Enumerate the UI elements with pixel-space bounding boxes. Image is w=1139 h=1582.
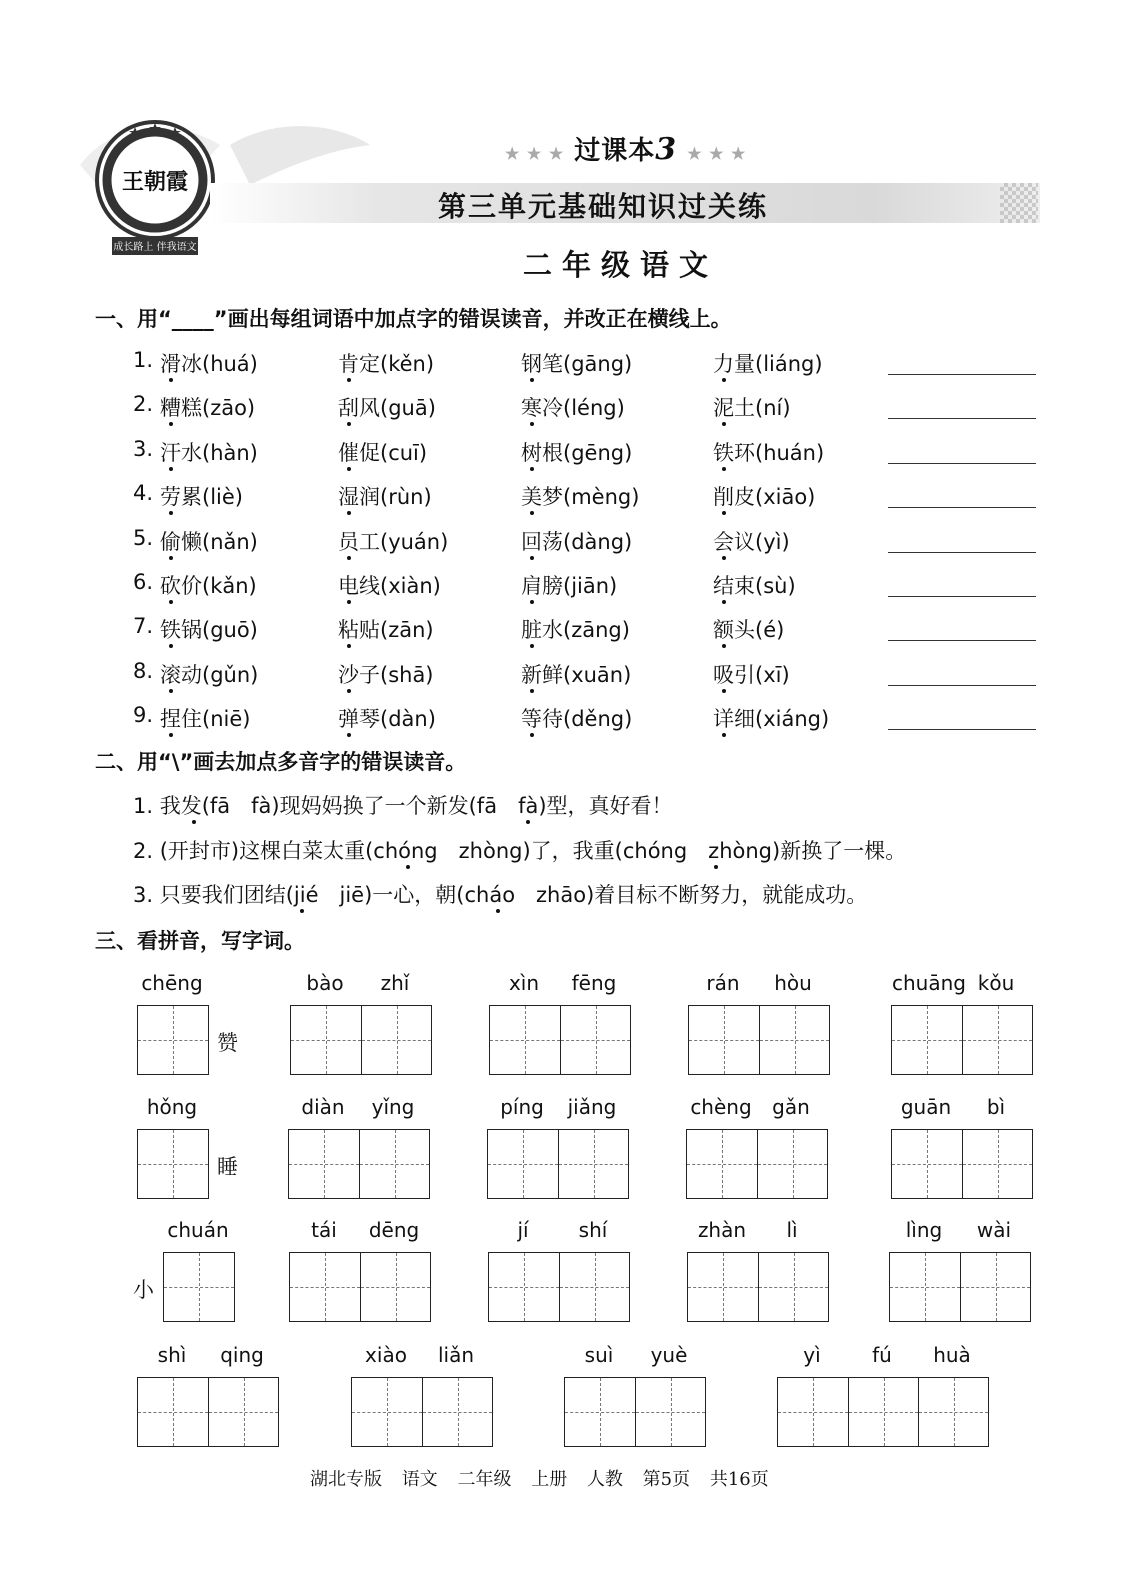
word-item: 详细(xiáng) xyxy=(713,707,830,732)
word-item: 铁环(huán) xyxy=(713,440,825,465)
writing-cell[interactable] xyxy=(688,1253,758,1321)
stars-right-icon: ★ ★ ★ xyxy=(687,144,747,163)
writing-cell[interactable] xyxy=(635,1378,705,1446)
unit-title: 第三单元基础知识过关练 xyxy=(438,190,769,223)
emphasis-dot xyxy=(530,644,534,648)
emphasis-dot xyxy=(722,733,726,737)
word-item: 新鲜(xuān) xyxy=(521,662,632,687)
emphasis-dot xyxy=(530,733,534,737)
word-item: 钢笔(gāng) xyxy=(521,352,633,376)
writing-cell[interactable] xyxy=(138,1006,208,1074)
writing-cell[interactable] xyxy=(960,1253,1030,1321)
writing-cell[interactable] xyxy=(890,1253,960,1321)
row-number: 6. xyxy=(133,570,154,594)
pinyin-label: píng xyxy=(500,1095,544,1119)
word-item: 寒冷(léng) xyxy=(521,396,625,421)
row-number: 5. xyxy=(133,525,154,550)
pinyin-label: lìng xyxy=(905,1218,943,1242)
word-item: 吸引(xī) xyxy=(713,662,790,687)
pinyin-label: fú xyxy=(872,1343,892,1367)
row-number: 9. xyxy=(133,703,154,728)
word-item: 铁锅(guō) xyxy=(160,618,258,643)
pinyin-label: rán xyxy=(706,971,740,995)
word-item: 结束(sù) xyxy=(713,574,796,598)
writing-cell[interactable] xyxy=(489,1253,559,1321)
word-item: 捏住(niē) xyxy=(160,707,251,732)
emphasis-dot xyxy=(169,689,173,693)
pinyin-label: chuāng xyxy=(892,971,966,995)
emphasis-dot xyxy=(169,600,173,604)
writing-cell[interactable] xyxy=(138,1378,208,1446)
emphasis-dot xyxy=(347,422,351,426)
pinyin-label: qing xyxy=(220,1343,264,1367)
exercise-row xyxy=(133,570,1053,610)
emphasis-dot xyxy=(722,556,726,560)
exercise-row xyxy=(133,392,1053,432)
writing-grid[interactable] xyxy=(351,1377,493,1447)
sentence-1: 1. 我发(fā fà)现妈妈换了一个新发(fā fà)型，真好看！ xyxy=(133,794,673,818)
brand-name: 王朝霞 xyxy=(121,170,189,195)
pinyin-label: guān xyxy=(900,1095,952,1119)
writing-cell[interactable] xyxy=(687,1130,757,1198)
writing-cell[interactable] xyxy=(208,1378,278,1446)
exercise-row xyxy=(133,348,1053,388)
emphasis-dot xyxy=(530,422,534,426)
emphasis-dot xyxy=(347,467,351,471)
writing-grid[interactable] xyxy=(163,1252,235,1322)
writing-cell[interactable] xyxy=(290,1253,360,1321)
emphasis-dot xyxy=(722,600,726,604)
pinyin-label: bì xyxy=(986,1095,1006,1119)
pinyin-label: diàn xyxy=(301,1095,345,1119)
pinyin-label: wài xyxy=(976,1218,1012,1242)
emphasis-dot xyxy=(722,378,726,382)
writing-cell[interactable] xyxy=(558,1130,628,1198)
emphasis-dot xyxy=(722,511,726,515)
subject-title: 二年级语文 xyxy=(523,248,719,282)
writing-cell[interactable] xyxy=(352,1378,422,1446)
word-item: 刮风(guā) xyxy=(338,396,436,421)
page-footer: 湖北专版 语文 二年级 上册 人教 第5页 共16页 xyxy=(310,1469,769,1490)
writing-cell[interactable] xyxy=(559,1253,629,1321)
word-item: 糟糕(zāo) xyxy=(160,396,256,421)
writing-grid[interactable] xyxy=(487,1129,629,1199)
emphasis-dot xyxy=(722,644,726,648)
emphasis-dot xyxy=(347,689,351,693)
writing-grid[interactable] xyxy=(687,1252,829,1322)
word-item: 滑冰(huá) xyxy=(160,352,258,376)
answer-line[interactable] xyxy=(888,418,1036,419)
answer-line[interactable] xyxy=(888,463,1036,464)
emphasis-dot xyxy=(530,556,534,560)
exercise-row xyxy=(133,614,1053,654)
word-item: 脏水(zāng) xyxy=(521,618,630,643)
emphasis-dot xyxy=(169,644,173,648)
section2-title: 二、用“\”画去加点多音字的错误读音。 xyxy=(95,750,467,774)
writing-cell[interactable] xyxy=(759,1006,829,1074)
writing-cell[interactable] xyxy=(422,1378,492,1446)
emphasis-dot xyxy=(530,600,534,604)
row-number: 8. xyxy=(133,658,154,683)
pinyin-label: chēng xyxy=(141,971,203,995)
word-item: 削皮(xiāo) xyxy=(713,485,816,510)
emphasis-dot xyxy=(530,511,534,515)
emphasis-dot xyxy=(169,733,173,737)
word-item: 等待(děng) xyxy=(521,707,633,732)
word-item: 肯定(kěn) xyxy=(338,352,435,376)
answer-line[interactable] xyxy=(888,552,1036,553)
word-item: 催促(cuī) xyxy=(338,440,428,465)
answer-line[interactable] xyxy=(888,729,1036,730)
pinyin-label: liǎn xyxy=(437,1343,475,1367)
pinyin-label: chèng xyxy=(690,1095,752,1119)
emphasis-dot xyxy=(347,511,351,515)
writing-grid[interactable] xyxy=(686,1129,828,1199)
writing-grid[interactable] xyxy=(488,1252,630,1322)
pinyin-label: fēng xyxy=(571,971,617,995)
pinyin-label: suì xyxy=(584,1343,614,1367)
word-item: 劳累(liè) xyxy=(160,485,243,510)
writing-grid[interactable] xyxy=(891,1129,1033,1199)
answer-line[interactable] xyxy=(888,640,1036,641)
word-item: 会议(yì) xyxy=(713,529,790,554)
sentence-2: 2. (开封市)这棵白菜太重(chóng zhòng)了，我重(chóng zhòng)新换了一棵。 xyxy=(133,839,907,863)
writing-cell[interactable] xyxy=(689,1006,759,1074)
pinyin-label: xìn xyxy=(508,971,540,995)
emphasis-dot xyxy=(300,909,304,913)
pinyin-label: shì xyxy=(157,1343,187,1367)
emphasis-dot xyxy=(406,865,410,869)
writing-cell[interactable] xyxy=(488,1130,558,1198)
exercise-row xyxy=(133,703,1053,743)
pinyin-label: hǒng xyxy=(146,1095,198,1119)
emphasis-dot xyxy=(169,556,173,560)
brand-slogan: 成长路上 伴我语文 xyxy=(113,242,197,253)
writing-grid[interactable] xyxy=(137,1005,209,1075)
pinyin-label: chuán xyxy=(167,1218,229,1242)
emphasis-dot xyxy=(496,909,500,913)
writing-cell[interactable] xyxy=(289,1130,359,1198)
given-character: 赞 xyxy=(217,1031,238,1055)
word-item: 力量(liáng) xyxy=(713,352,823,376)
writing-grid[interactable] xyxy=(889,1252,1031,1322)
word-item: 滚动(gǔn) xyxy=(160,662,259,687)
pinyin-label: shí xyxy=(578,1218,608,1242)
writing-cell[interactable] xyxy=(892,1130,962,1198)
writing-cell[interactable] xyxy=(490,1006,560,1074)
banner-pattern xyxy=(1000,183,1038,223)
row-number: 1. xyxy=(133,348,154,372)
pinyin-label: jí xyxy=(517,1218,529,1242)
pinyin-label: hòu xyxy=(774,971,812,995)
series-label: ★ ★ ★ 过课本3 ★ ★ ★ xyxy=(505,132,747,167)
pinyin-label: yì xyxy=(803,1343,821,1367)
emphasis-dot xyxy=(169,467,173,471)
emphasis-dot xyxy=(192,820,196,824)
pinyin-label: zhàn xyxy=(697,1218,747,1242)
pinyin-label: jiǎng xyxy=(567,1095,617,1119)
exercise-row xyxy=(133,481,1053,521)
writing-cell[interactable] xyxy=(565,1378,635,1446)
pinyin-label: lì xyxy=(786,1218,798,1242)
exercise-row xyxy=(133,526,1053,566)
pinyin-label: huà xyxy=(933,1343,971,1367)
pinyin-label: dēng xyxy=(368,1218,420,1242)
writing-grid[interactable] xyxy=(891,1005,1033,1075)
word-item: 美梦(mèng) xyxy=(521,485,640,510)
pinyin-label: bào xyxy=(306,971,344,995)
writing-cell[interactable] xyxy=(758,1253,828,1321)
writing-cell[interactable] xyxy=(360,1253,430,1321)
emphasis-dot xyxy=(722,422,726,426)
answer-line[interactable] xyxy=(888,507,1036,508)
word-item: 回荡(dàng) xyxy=(521,529,633,554)
answer-line[interactable] xyxy=(888,685,1036,686)
writing-cell[interactable] xyxy=(962,1130,1032,1198)
stars-left-icon: ★ ★ ★ xyxy=(505,144,565,163)
word-item: 汗水(hàn) xyxy=(160,440,258,465)
word-item: 树根(gēng) xyxy=(521,440,633,465)
word-item: 泥土(ní) xyxy=(713,396,791,421)
writing-grid[interactable] xyxy=(688,1005,830,1075)
sentence-3: 3. 只要我们团结(jié jiē)一心，朝(cháo zhāo)着目标不断努力，就能成功。 xyxy=(133,883,868,907)
writing-cell[interactable] xyxy=(757,1130,827,1198)
emphasis-dot xyxy=(347,733,351,737)
writing-cell[interactable] xyxy=(164,1253,234,1321)
word-item: 湿润(rùn) xyxy=(338,485,432,510)
answer-line[interactable] xyxy=(888,374,1036,375)
row-number: 4. xyxy=(133,481,154,506)
writing-grid[interactable] xyxy=(489,1005,631,1075)
word-item: 电线(xiàn) xyxy=(338,574,441,598)
emphasis-dot xyxy=(169,511,173,515)
answer-line[interactable] xyxy=(888,596,1036,597)
writing-cell[interactable] xyxy=(361,1006,431,1074)
pinyin-label: yǐng xyxy=(371,1095,415,1119)
emphasis-dot xyxy=(347,600,351,604)
writing-grid[interactable] xyxy=(564,1377,706,1447)
row-number: 7. xyxy=(133,614,154,639)
pinyin-label: kǒu xyxy=(977,971,1015,995)
emphasis-dot xyxy=(530,378,534,382)
emphasis-dot xyxy=(347,378,351,382)
writing-grid[interactable] xyxy=(137,1377,279,1447)
writing-grid[interactable] xyxy=(289,1252,431,1322)
section1-title: 一、用“____”画出每组词语中加点字的错误读音，并改正在横线上。 xyxy=(95,307,732,331)
word-item: 砍价(kǎn) xyxy=(160,574,257,598)
word-item: 肩膀(jiān) xyxy=(521,574,618,598)
word-item: 沙子(shā) xyxy=(338,662,434,687)
row-number: 3. xyxy=(133,436,154,461)
row-number: 2. xyxy=(133,392,154,417)
writing-grid[interactable] xyxy=(777,1377,989,1447)
emphasis-dot xyxy=(347,556,351,560)
writing-cell[interactable] xyxy=(962,1006,1032,1074)
pinyin-label: gǎn xyxy=(772,1095,810,1119)
pinyin-label: zhǐ xyxy=(380,971,410,995)
pinyin-label: tái xyxy=(311,1218,337,1242)
emphasis-dot xyxy=(169,422,173,426)
writing-cell[interactable] xyxy=(848,1378,918,1446)
word-item: 弹琴(dàn) xyxy=(338,707,436,732)
writing-cell[interactable] xyxy=(560,1006,630,1074)
writing-cell[interactable] xyxy=(778,1378,848,1446)
writing-cell[interactable] xyxy=(291,1006,361,1074)
writing-cell[interactable] xyxy=(138,1130,208,1198)
writing-cell[interactable] xyxy=(918,1378,988,1446)
emphasis-dot xyxy=(526,820,530,824)
writing-grid[interactable] xyxy=(137,1129,209,1199)
writing-grid[interactable] xyxy=(290,1005,432,1075)
exercise-row xyxy=(133,659,1053,699)
emphasis-dot xyxy=(347,644,351,648)
emphasis-dot xyxy=(714,865,718,869)
writing-grid[interactable] xyxy=(288,1129,430,1199)
section3-title: 三、看拼音，写字词。 xyxy=(95,929,305,953)
emphasis-dot xyxy=(169,378,173,382)
emphasis-dot xyxy=(722,467,726,471)
given-character: 睡 xyxy=(217,1155,238,1179)
writing-cell[interactable] xyxy=(892,1006,962,1074)
pinyin-label: xiào xyxy=(365,1343,407,1367)
word-item: 粘贴(zān) xyxy=(338,618,434,643)
exercise-row xyxy=(133,437,1053,477)
emphasis-dot xyxy=(722,689,726,693)
word-item: 额头(é) xyxy=(713,618,785,643)
writing-cell[interactable] xyxy=(359,1130,429,1198)
emphasis-dot xyxy=(530,467,534,471)
emphasis-dot xyxy=(530,689,534,693)
word-item: 偷懒(nǎn) xyxy=(160,529,258,554)
given-character: 小 xyxy=(133,1278,154,1302)
word-item: 员工(yuán) xyxy=(338,529,449,554)
pinyin-label: yuè xyxy=(650,1343,688,1367)
